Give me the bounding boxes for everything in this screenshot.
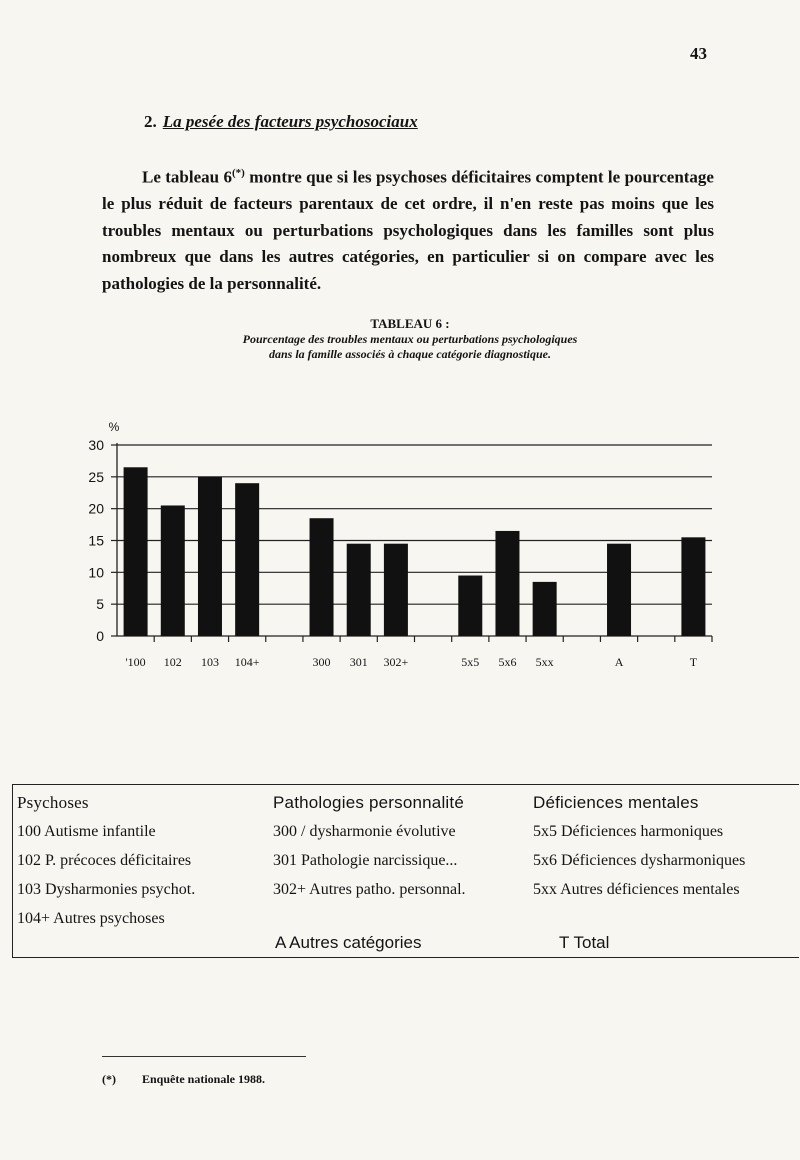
table-label: TABLEAU 6 : (370, 316, 450, 331)
x-tick-label: 302+ (383, 655, 409, 669)
x-tick-label: 5x5 (461, 655, 480, 669)
footnote-marker: (*) (102, 1072, 116, 1086)
footnote-divider (102, 1056, 306, 1057)
bar-5xx (533, 582, 557, 636)
y-tick-label: 30 (88, 437, 104, 453)
legend-others: A Autres catégories (275, 933, 422, 952)
x-tick-label: 5x6 (498, 655, 517, 669)
legend-item: 102 P. précoces déficitaires (17, 852, 192, 869)
section-number: 2. (144, 112, 157, 131)
bar-chart (0, 405, 800, 685)
bar-102 (161, 505, 185, 636)
table-subtitle-line1: Pourcentage des troubles mentaux ou perturbations psychologiques (242, 332, 578, 346)
section-title: La pesée des facteurs psychosociaux (162, 112, 418, 131)
legend-item: 100 Autisme infantile (17, 823, 156, 840)
bar-A (607, 544, 631, 636)
x-tick-label: T (689, 655, 698, 669)
legend-item: 301 Pathologie narcissique... (273, 852, 458, 869)
y-tick-label: 25 (88, 468, 104, 485)
y-tick-label: 5 (96, 596, 104, 613)
legend-pathologies (273, 789, 466, 904)
paragraph-rest: montre que si les psychoses déficitaires comptent le pourcentage le plus réduit de facteurs parentaux de cet ordre, il n'en reste pas moins que les troubles mentaux ou perturbations psychologiques dans les familles sont plus nombreux que dans les autres catégories, en particulier si on compare avec les pathologies de la personnalité. (102, 167, 714, 293)
paragraph-lead: Le tableau 6 (142, 167, 232, 187)
section-heading (144, 112, 418, 132)
legend-item: 5xx Autres déficiences mentales (533, 881, 740, 898)
y-tick-label: 0 (96, 628, 104, 644)
bar-104+ (235, 483, 259, 636)
legend-psychoses (17, 789, 195, 933)
x-tick-label: 102 (163, 655, 182, 669)
x-tick-label: '100 (125, 655, 146, 669)
legend-item: 300 / dysharmonie évolutive (273, 823, 456, 840)
legend-total: T Total (559, 933, 610, 952)
y-tick-label: 20 (88, 500, 104, 517)
y-axis-label: % (108, 420, 120, 434)
legend-item: 5x5 Déficiences harmoniques (533, 823, 724, 840)
bar-301 (347, 544, 371, 636)
legend-pathologies-heading: Pathologies personnalité (273, 793, 464, 812)
page-number: 43 (690, 44, 707, 63)
bar-5x5 (458, 576, 482, 636)
legend-item: 5x6 Déficiences dysharmoniques (533, 852, 746, 869)
table-caption (100, 316, 720, 362)
y-tick-label: 15 (88, 532, 104, 549)
body-paragraph (102, 160, 714, 297)
bar-103 (198, 477, 222, 636)
legend-item: 103 Dysharmonies psychot. (17, 881, 196, 898)
x-tick-label: 300 (312, 655, 331, 669)
legend-item: 302+ Autres patho. personnal. (273, 881, 466, 898)
y-tick-label: 10 (88, 564, 104, 581)
legend-deficiences-heading: Déficiences mentales (533, 793, 699, 812)
legend-item: 104+ Autres psychoses (17, 910, 165, 927)
table-subtitle-line2: dans la famille associés à chaque catégorie diagnostique. (269, 347, 551, 361)
x-tick-label: 104+ (234, 655, 260, 669)
footnote-reference: (*) (232, 167, 245, 179)
footnote-text: Enquête nationale 1988. (142, 1072, 266, 1086)
bar-300 (310, 518, 334, 636)
chart-legend-table (12, 784, 799, 958)
bar-5x6 (495, 531, 519, 636)
legend-deficiences (533, 789, 745, 904)
legend-psychoses-heading: Psychoses (17, 793, 89, 812)
x-tick-label: 103 (200, 655, 219, 669)
bar-100 (124, 467, 148, 636)
x-tick-label: 5xx (535, 655, 554, 669)
x-tick-label: A (614, 655, 624, 669)
bar-302+ (384, 544, 408, 636)
footnote (102, 1072, 265, 1087)
bar-T (681, 537, 705, 636)
x-tick-label: 301 (349, 655, 368, 669)
